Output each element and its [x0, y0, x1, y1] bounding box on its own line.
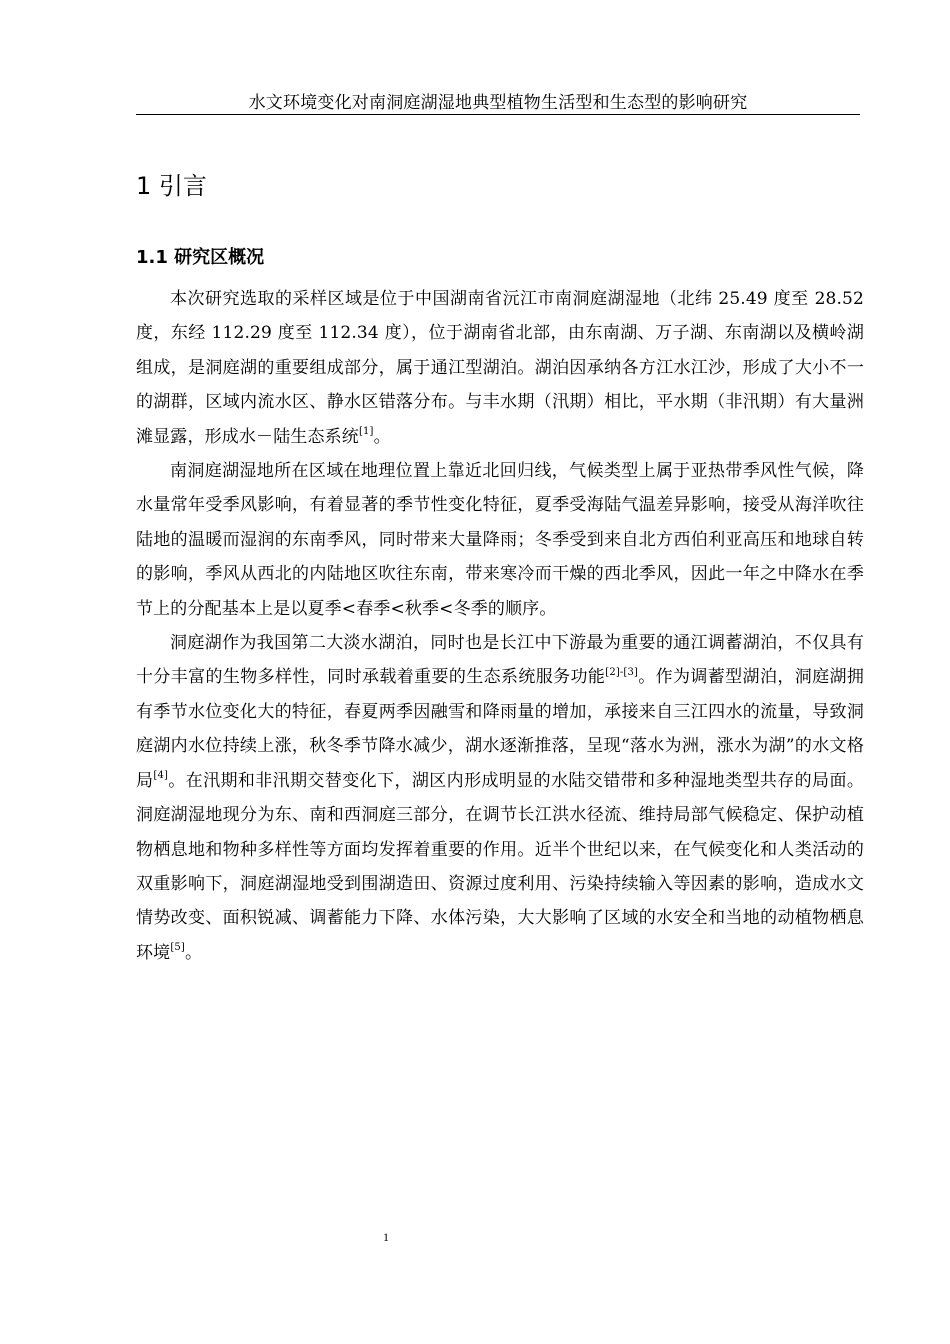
paragraph-1	[136, 282, 864, 454]
page-number: 1	[383, 1230, 389, 1244]
paragraph-3-text-a: 洞庭湖作为我国第二大淡水湖泊，同时也是长江中下游最为重要的通江调蓄湖泊，不仅具有十分丰富的生物多样性，同时承载着重要的生态系统服务功能	[136, 633, 864, 688]
section-title: 1.1 研究区概况	[136, 247, 265, 268]
running-header: 水文环境变化对南洞庭湖湿地典型植物生活型和生态型的影响研究	[248, 93, 748, 113]
paragraph-3-text-d: 。	[184, 942, 203, 963]
paragraph-2	[136, 454, 864, 626]
paragraph-1-text: 本次研究选取的采样区域是位于中国湖南省沅江市南洞庭湖湿地（北纬 25.49 度至 28.52 度，东经 112.29 度至 112.34 度），位于湖南省北部，由东南湖、万子湖、东南湖以及横岭湖组成，是洞庭湖的重要组成部分，属于通江型湖泊。湖泊因承纳各方江水江沙，形成了大小不一的湖群，区域内流水区、静水区错落分布。与丰水期（汛期）相比，平水期（非汛期）有大量洲滩显露，形成水－陆生态系统	[136, 289, 864, 447]
citation-1: [1]	[358, 425, 374, 437]
paragraph-3-text-b: 。作为调蓄型湖泊，洞庭湖拥有季节水位变化大的特征，春夏两季因融雪和降雨量的增加，承接来自三江四水的流量，导致洞庭湖内水位持续上涨，秋冬季节降水减少，湖水逐渐推落，呈现“落水为洲，涨水为湖”的水文格局	[136, 667, 864, 791]
body-text	[136, 282, 864, 970]
paragraph-3	[136, 626, 864, 970]
header-rule	[136, 114, 860, 115]
paragraph-2-text: 南洞庭湖湿地所在区域在地理位置上靠近北回归线，气候类型上属于亚热带季风性气候，降水量常年受季风影响，有着显著的季节性变化特征，夏季受海陆气温差异影响，接受从海洋吹往陆地的温暖而湿润的东南季风，同时带来大量降雨；冬季受到来自北方西伯利亚高压和地球自转的影响，季风从西北的内陆地区吹往东南，带来寒冷而干燥的西北季风，因此一年之中降水在季节上的分配基本上是以夏季<春季<秋季<冬季的顺序。	[136, 461, 864, 619]
citation-5: [5]	[170, 942, 185, 954]
paragraph-3-text-c: 。在汛期和非汛期交替变化下，湖区内形成明显的水陆交错带和多种湿地类型共存的局面。洞庭湖湿地现分为东、南和西洞庭三部分，在调节长江洪水径流、维持局部气候稳定、保护动植物栖息地和物种多样性等方面均发挥着重要的作用。近半个世纪以来，在气候变化和人类活动的双重影响下，洞庭湖湿地受到围湖造田、资源过度利用、污染持续输入等因素的影响，造成水文情势改变、面积锐减、调蓄能力下降、水体污染，大大影响了区域的水安全和当地的动植物栖息环境	[136, 770, 864, 963]
chapter-title: 1 引言	[136, 172, 207, 200]
paragraph-1-tail: 。	[373, 426, 391, 447]
citation-4: [4]	[153, 770, 169, 782]
citation-2-3: [2]-[3]	[605, 666, 639, 678]
